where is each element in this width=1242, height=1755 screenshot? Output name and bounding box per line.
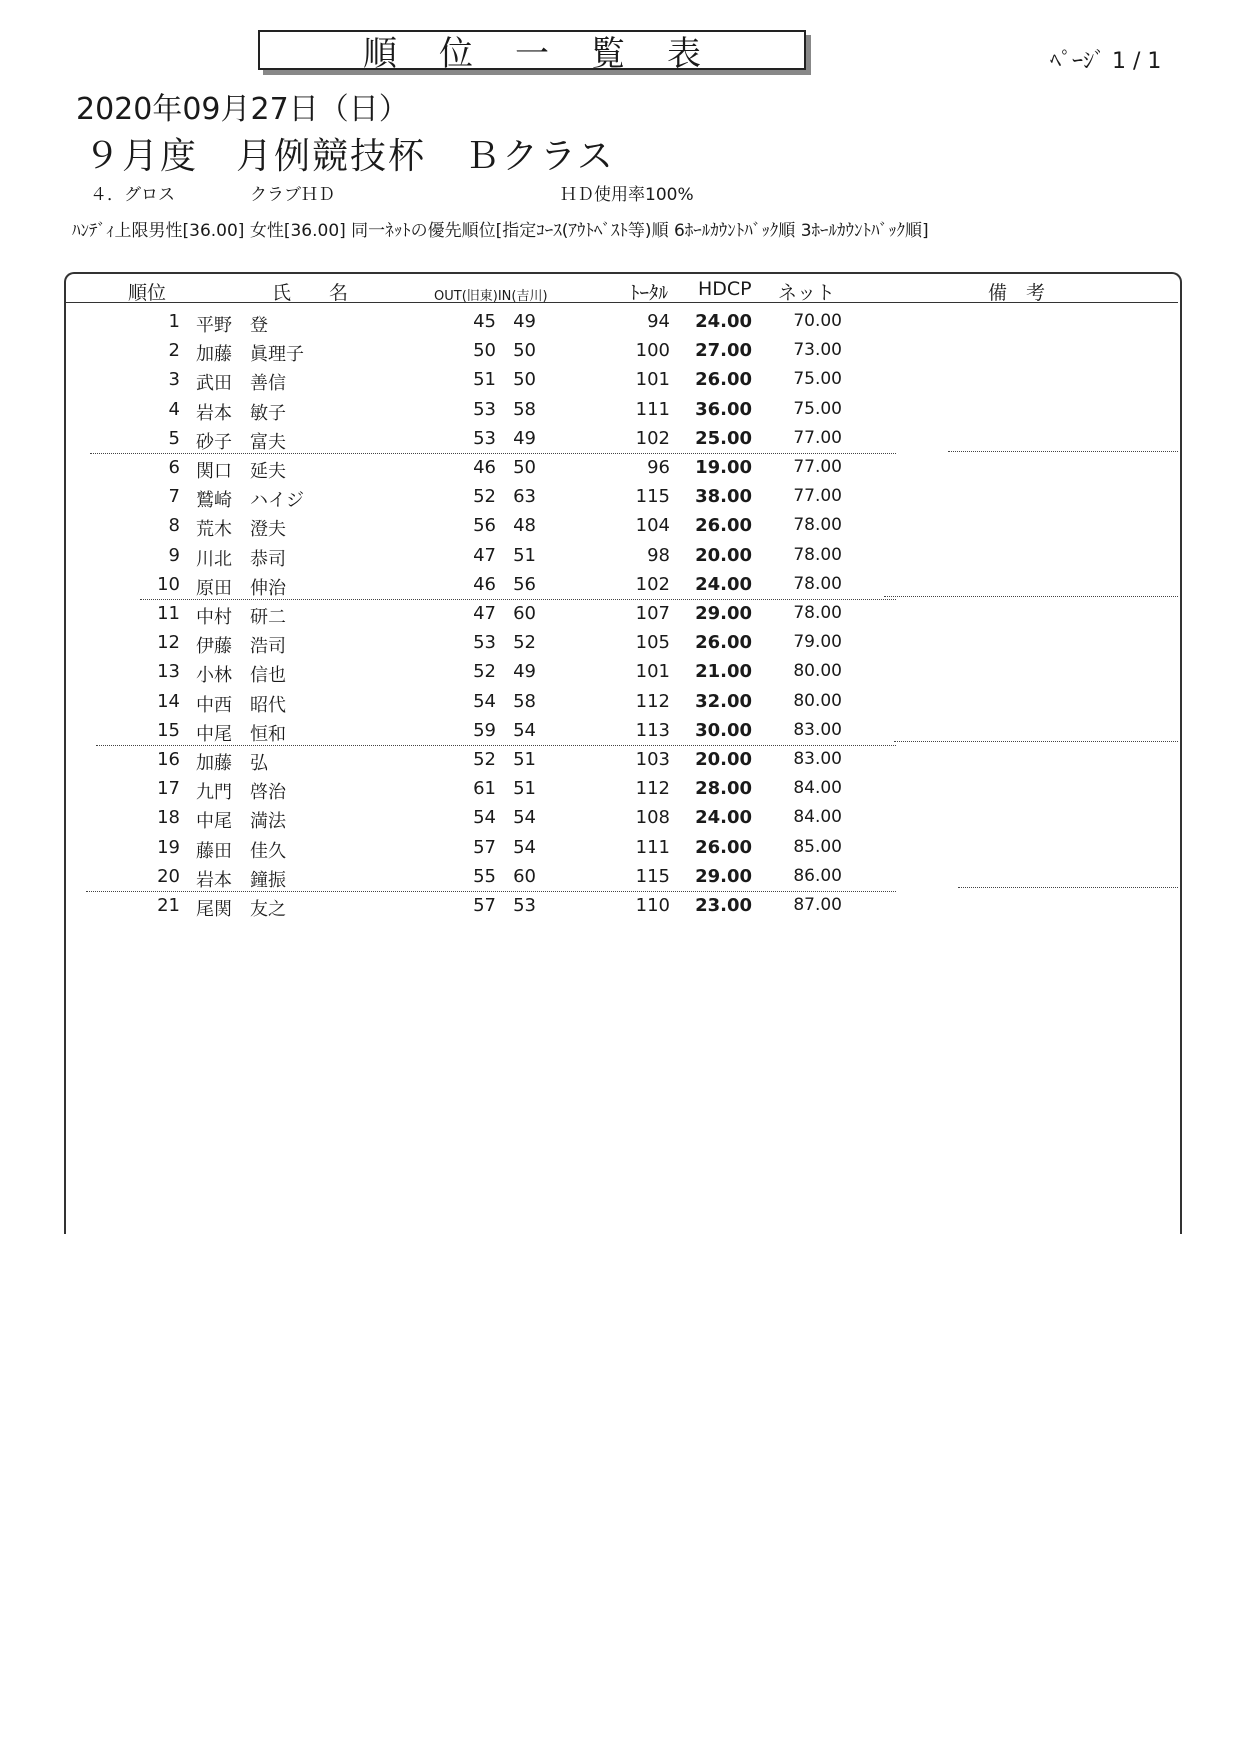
net-cell: 79.00 bbox=[793, 632, 842, 653]
rank-cell: 16 bbox=[157, 749, 180, 770]
name-cell: 中西 昭代 bbox=[196, 694, 286, 716]
event-name: ９月度 月例競技杯 Ｂクラス bbox=[84, 136, 615, 177]
rank-cell: 3 bbox=[168, 369, 180, 391]
event-date: 2020年09月27日（日） bbox=[76, 92, 409, 127]
in-score-cell: 50 bbox=[513, 457, 536, 478]
in-score-cell: 63 bbox=[513, 486, 536, 508]
net-cell: 78.00 bbox=[793, 573, 842, 594]
net-cell: 85.00 bbox=[793, 836, 842, 857]
in-score-cell: 51 bbox=[513, 544, 536, 566]
total-cell: 107 bbox=[635, 603, 670, 624]
hdcp-cell: 32.00 bbox=[695, 690, 752, 712]
out-score-cell: 54 bbox=[473, 690, 496, 712]
name-cell: 中村 研二 bbox=[196, 607, 286, 628]
total-cell: 98 bbox=[647, 544, 670, 566]
out-score-cell: 50 bbox=[473, 340, 496, 362]
total-cell: 102 bbox=[635, 427, 670, 449]
name-cell: 小林 信也 bbox=[196, 665, 286, 687]
group-divider bbox=[884, 596, 1178, 597]
rank-cell: 19 bbox=[157, 836, 180, 858]
hdcp-cell: 26.00 bbox=[695, 836, 752, 858]
table-row bbox=[0, 365, 1242, 394]
out-score-cell: 56 bbox=[473, 515, 496, 537]
out-score-cell: 53 bbox=[473, 632, 496, 654]
table-row bbox=[0, 307, 1242, 336]
name-cell: 関口 延夫 bbox=[196, 461, 286, 482]
name-cell: 加藤 眞理子 bbox=[196, 344, 304, 366]
hdcp-cell: 26.00 bbox=[695, 369, 752, 391]
rank-cell: 5 bbox=[168, 427, 180, 449]
in-score-cell: 49 bbox=[513, 661, 536, 683]
net-cell: 80.00 bbox=[793, 661, 842, 682]
total-cell: 115 bbox=[635, 865, 670, 887]
handicap-type: クラブＨＤ bbox=[250, 185, 335, 205]
table-row bbox=[0, 482, 1242, 511]
total-cell: 112 bbox=[635, 690, 670, 712]
in-score-cell: 50 bbox=[513, 369, 536, 391]
hdcp-cell: 25.00 bbox=[695, 427, 752, 449]
hdcp-cell: 19.00 bbox=[695, 457, 752, 478]
total-cell: 94 bbox=[647, 311, 670, 332]
out-score-cell: 45 bbox=[473, 311, 496, 332]
page-title: 順位一覧表 bbox=[258, 30, 806, 70]
table-row bbox=[86, 862, 896, 892]
net-cell: 78.00 bbox=[793, 544, 842, 565]
net-cell: 77.00 bbox=[793, 457, 842, 477]
out-score-cell: 53 bbox=[473, 398, 496, 420]
hdcp-cell: 29.00 bbox=[695, 603, 752, 624]
table-row bbox=[0, 395, 1242, 424]
rank-cell: 11 bbox=[157, 603, 180, 624]
table-row bbox=[96, 716, 896, 746]
col-net-header: ネット bbox=[778, 282, 836, 304]
hdcp-cell: 27.00 bbox=[695, 340, 752, 362]
out-score-cell: 54 bbox=[473, 807, 496, 829]
name-cell: 武田 善信 bbox=[196, 373, 286, 395]
rank-cell: 13 bbox=[157, 661, 180, 683]
rank-cell: 9 bbox=[168, 544, 180, 566]
net-cell: 84.00 bbox=[793, 807, 842, 828]
rank-cell: 20 bbox=[157, 865, 180, 887]
group-divider bbox=[958, 887, 1178, 888]
col-rank-header: 順位 bbox=[128, 282, 167, 304]
table-row bbox=[0, 541, 1242, 570]
rank-cell: 1 bbox=[168, 311, 180, 332]
net-cell: 84.00 bbox=[793, 778, 842, 799]
net-cell: 77.00 bbox=[793, 486, 842, 507]
col-total-header: ﾄｰﾀﾙ bbox=[630, 282, 669, 304]
net-cell: 86.00 bbox=[793, 865, 842, 886]
tie-break-rules: ﾊﾝﾃﾞｨ上限男性[36.00] 女性[36.00] 同一ﾈｯﾄの優先順位[指定ｺｰｽ(ｱｳﾄﾍﾞｽﾄ等)順 6ﾎｰﾙｶｳﾝﾄﾊﾞｯｸ順 3ﾎｰﾙｶｳﾝﾄﾊﾞｯｸ順] bbox=[72, 221, 929, 241]
rank-cell: 14 bbox=[157, 690, 180, 712]
rank-cell: 15 bbox=[157, 719, 180, 741]
rank-cell: 4 bbox=[168, 398, 180, 420]
net-cell: 75.00 bbox=[793, 369, 842, 390]
total-cell: 111 bbox=[635, 398, 670, 420]
table-row bbox=[0, 511, 1242, 540]
col-hdcp-header: HDCP bbox=[698, 278, 752, 300]
in-score-cell: 48 bbox=[513, 515, 536, 537]
total-cell: 101 bbox=[635, 369, 670, 391]
name-cell: 鷲崎 ハイジ bbox=[196, 490, 304, 512]
total-cell: 102 bbox=[635, 573, 670, 595]
hdcp-cell: 26.00 bbox=[695, 515, 752, 537]
rank-cell: 6 bbox=[168, 457, 180, 478]
out-score-cell: 55 bbox=[473, 865, 496, 887]
total-cell: 96 bbox=[647, 457, 670, 478]
table-row bbox=[0, 891, 1242, 920]
name-cell: 平野 登 bbox=[196, 315, 268, 336]
in-score-cell: 60 bbox=[513, 865, 536, 887]
name-cell: 中尾 満法 bbox=[196, 811, 286, 833]
out-score-cell: 52 bbox=[473, 486, 496, 508]
total-cell: 108 bbox=[635, 807, 670, 829]
table-row bbox=[90, 424, 896, 454]
in-score-cell: 50 bbox=[513, 340, 536, 362]
out-score-cell: 57 bbox=[473, 836, 496, 858]
rank-cell: 8 bbox=[168, 515, 180, 537]
hdcp-cell: 21.00 bbox=[695, 661, 752, 683]
hdcp-cell: 26.00 bbox=[695, 632, 752, 654]
rank-cell: 2 bbox=[168, 340, 180, 362]
table-row bbox=[0, 774, 1242, 803]
in-score-cell: 52 bbox=[513, 632, 536, 654]
net-cell: 80.00 bbox=[793, 690, 842, 711]
table-row bbox=[0, 657, 1242, 686]
out-score-cell: 46 bbox=[473, 573, 496, 595]
rank-cell: 12 bbox=[157, 632, 180, 654]
out-score-cell: 52 bbox=[473, 749, 496, 770]
in-score-cell: 54 bbox=[513, 807, 536, 829]
in-score-cell: 56 bbox=[513, 573, 536, 595]
out-score-cell: 61 bbox=[473, 778, 496, 800]
total-cell: 115 bbox=[635, 486, 670, 508]
name-cell: 伊藤 浩司 bbox=[196, 636, 286, 658]
in-score-cell: 49 bbox=[513, 311, 536, 332]
name-cell: 砂子 富夫 bbox=[196, 431, 286, 453]
total-cell: 101 bbox=[635, 661, 670, 683]
hdcp-cell: 29.00 bbox=[695, 865, 752, 887]
net-cell: 78.00 bbox=[793, 603, 842, 623]
total-cell: 105 bbox=[635, 632, 670, 654]
group-divider bbox=[894, 741, 1178, 742]
hdcp-cell: 30.00 bbox=[695, 719, 752, 741]
rank-cell: 17 bbox=[157, 778, 180, 800]
in-score-cell: 49 bbox=[513, 427, 536, 449]
out-score-cell: 59 bbox=[473, 719, 496, 741]
table-row bbox=[0, 833, 1242, 862]
total-cell: 103 bbox=[635, 749, 670, 770]
table-row bbox=[0, 803, 1242, 832]
hdcp-cell: 28.00 bbox=[695, 778, 752, 800]
hdcp-cell: 24.00 bbox=[695, 311, 752, 332]
total-cell: 113 bbox=[635, 719, 670, 741]
out-score-cell: 53 bbox=[473, 427, 496, 449]
name-cell: 岩本 鐘振 bbox=[196, 869, 286, 891]
hdcp-cell: 24.00 bbox=[695, 573, 752, 595]
net-cell: 75.00 bbox=[793, 398, 842, 419]
group-divider bbox=[948, 451, 1178, 452]
col-out-in-header: OUT(旧東)IN(吉川) bbox=[434, 289, 548, 304]
total-cell: 110 bbox=[635, 895, 670, 916]
name-cell: 尾関 友之 bbox=[196, 899, 286, 920]
page-number: ﾍﾟｰｼﾞ 1 / 1 bbox=[1050, 49, 1162, 74]
in-score-cell: 54 bbox=[513, 719, 536, 741]
rank-cell: 10 bbox=[157, 573, 180, 595]
in-score-cell: 51 bbox=[513, 778, 536, 800]
in-score-cell: 53 bbox=[513, 895, 536, 916]
name-cell: 中尾 恒和 bbox=[196, 723, 286, 745]
out-score-cell: 52 bbox=[473, 661, 496, 683]
table-row bbox=[0, 745, 1242, 774]
out-score-cell: 51 bbox=[473, 369, 496, 391]
net-cell: 73.00 bbox=[793, 340, 842, 361]
rank-cell: 7 bbox=[168, 486, 180, 508]
out-score-cell: 47 bbox=[473, 603, 496, 624]
out-score-cell: 57 bbox=[473, 895, 496, 916]
col-name-header: 氏 名 bbox=[272, 282, 349, 304]
handicap-rate: ＨＤ使用率100% bbox=[560, 185, 694, 205]
net-cell: 77.00 bbox=[793, 427, 842, 448]
name-cell: 川北 恭司 bbox=[196, 548, 286, 570]
name-cell: 九門 啓治 bbox=[196, 782, 286, 804]
total-cell: 100 bbox=[635, 340, 670, 362]
net-cell: 78.00 bbox=[793, 515, 842, 536]
table-row bbox=[0, 599, 1242, 628]
in-score-cell: 60 bbox=[513, 603, 536, 624]
hdcp-cell: 24.00 bbox=[695, 807, 752, 829]
hdcp-cell: 38.00 bbox=[695, 486, 752, 508]
out-score-cell: 46 bbox=[473, 457, 496, 478]
table-row bbox=[0, 336, 1242, 365]
name-cell: 原田 伸治 bbox=[196, 577, 286, 599]
total-cell: 104 bbox=[635, 515, 670, 537]
name-cell: 荒木 澄夫 bbox=[196, 519, 286, 541]
rank-cell: 21 bbox=[157, 895, 180, 916]
hdcp-cell: 23.00 bbox=[695, 895, 752, 916]
table-row bbox=[0, 453, 1242, 482]
total-cell: 111 bbox=[635, 836, 670, 858]
table-row bbox=[0, 687, 1242, 716]
col-remarks-header: 備 考 bbox=[988, 282, 1046, 304]
net-cell: 70.00 bbox=[793, 311, 842, 331]
in-score-cell: 58 bbox=[513, 398, 536, 420]
name-cell: 岩本 敏子 bbox=[196, 402, 286, 424]
net-cell: 83.00 bbox=[793, 719, 842, 740]
total-cell: 112 bbox=[635, 778, 670, 800]
name-cell: 藤田 佳久 bbox=[196, 840, 286, 862]
in-score-cell: 51 bbox=[513, 749, 536, 770]
in-score-cell: 54 bbox=[513, 836, 536, 858]
scoring-format: ４．グロス bbox=[90, 185, 175, 205]
in-score-cell: 58 bbox=[513, 690, 536, 712]
net-cell: 87.00 bbox=[793, 895, 842, 915]
hdcp-cell: 20.00 bbox=[695, 749, 752, 770]
rank-cell: 18 bbox=[157, 807, 180, 829]
table-row bbox=[140, 570, 896, 600]
net-cell: 83.00 bbox=[793, 749, 842, 769]
hdcp-cell: 36.00 bbox=[695, 398, 752, 420]
hdcp-cell: 20.00 bbox=[695, 544, 752, 566]
table-row bbox=[0, 628, 1242, 657]
out-score-cell: 47 bbox=[473, 544, 496, 566]
name-cell: 加藤 弘 bbox=[196, 753, 268, 774]
